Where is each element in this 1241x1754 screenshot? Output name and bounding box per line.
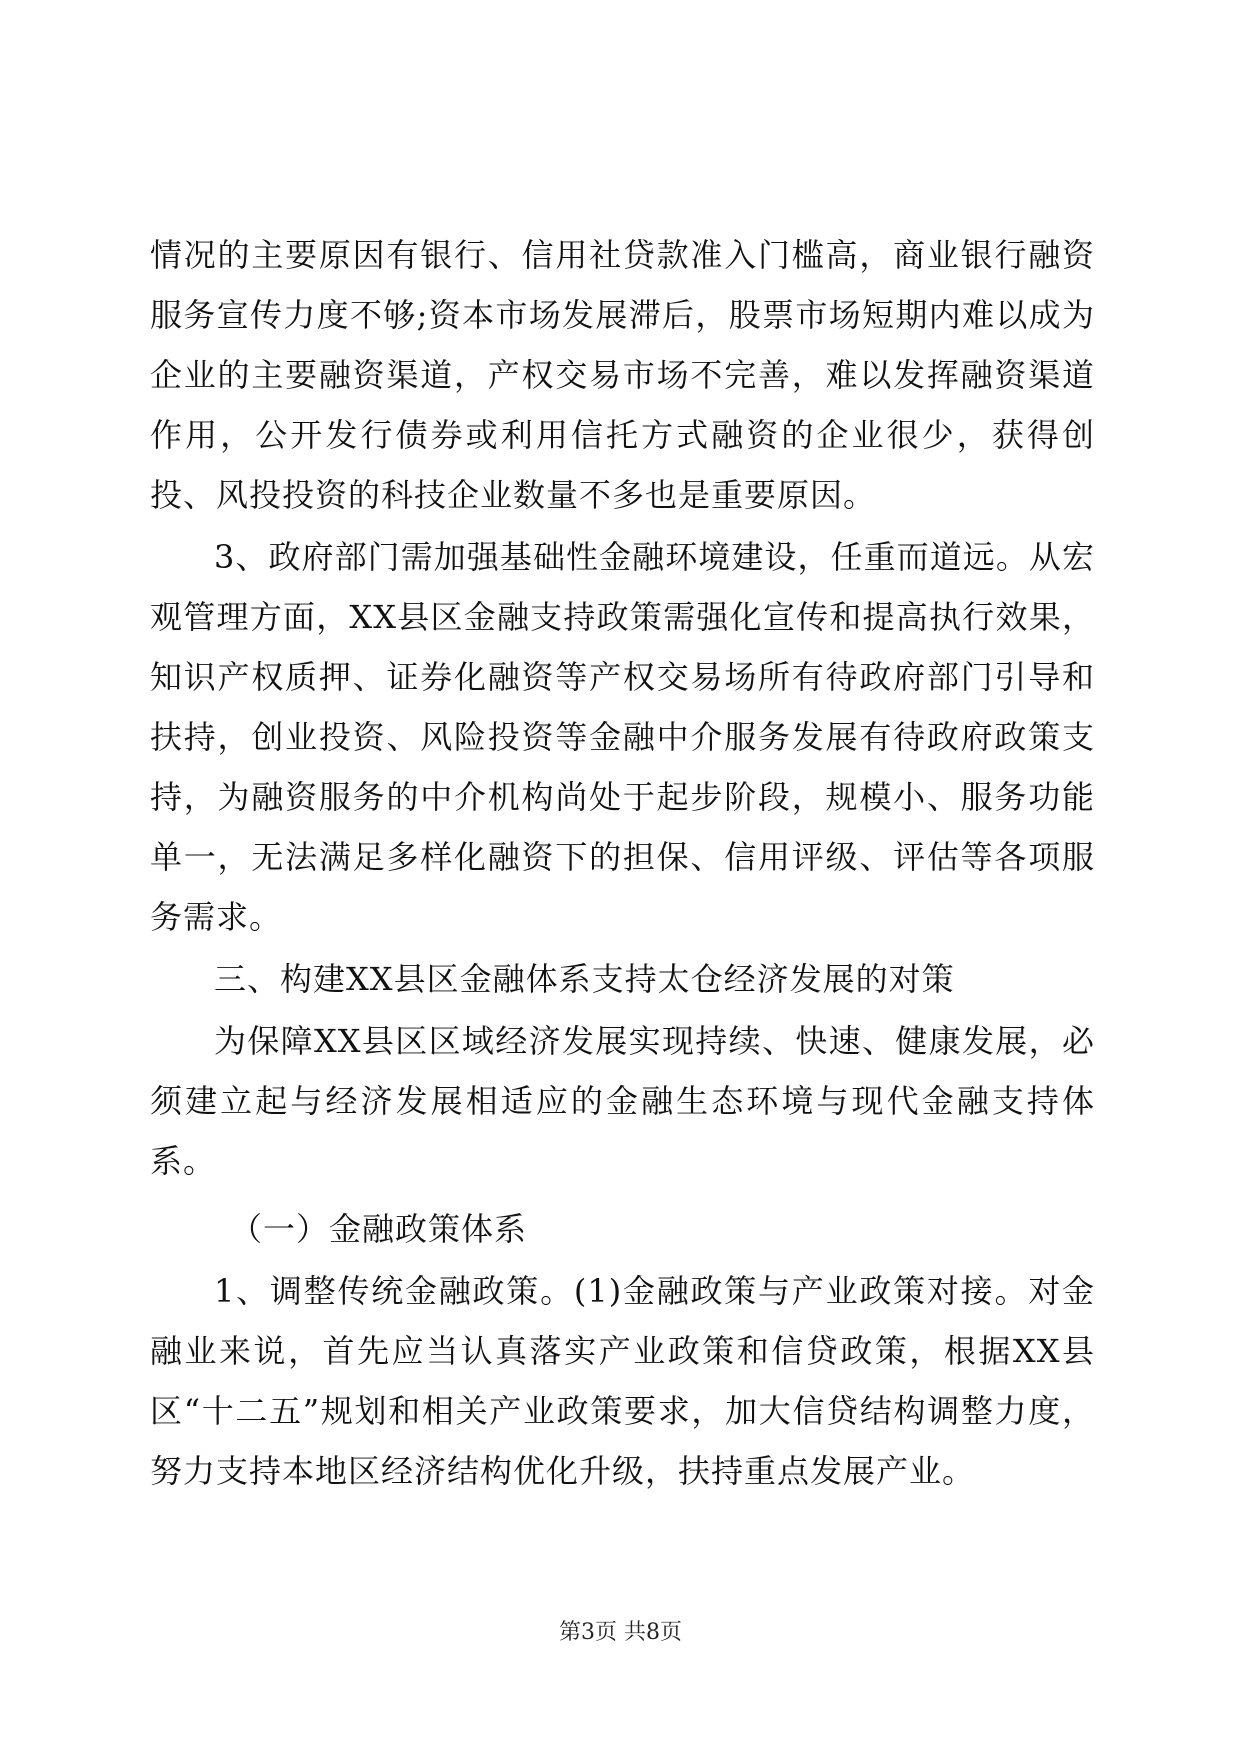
document-body: [150, 225, 1095, 1503]
subsection-heading-1: （一）金融政策体系: [230, 1210, 528, 1248]
page-number-footer: 第3页 共8页: [559, 1620, 682, 1645]
paragraph-point-3: 3、政府部门需加强基础性金融环境建设，任重而道远。从宏观管理方面，XX县区金融支持政策需强化宣传和提高执行效果，知识产权质押、证券化融资等产权交易场所有待政府部门引导和扶持，创业投资、风险投资等金融中介服务发展有待政府政策支持，为融资服务的中介机构尚处于起步阶段，规模小、服务功能单一，无法满足多样化融资下的担保、信用评级、评估等各项服务需求。: [150, 538, 1095, 936]
paragraph-continued: 情况的主要原因有银行、信用社贷款准入门槛高，商业银行融资服务宣传力度不够;资本市场发展滞后，股票市场短期内难以成为企业的主要融资渠道，产权交易市场不完善，难以发挥融资渠道作用，公开发行债券或利用信托方式融资的企业很少，获得创投、风投投资的科技企业数量不多也是重要原因。: [150, 236, 1095, 514]
paragraph-point-1: 1、调整传统金融政策。(1)金融政策与产业政策对接。对金融业来说，首先应当认真落实产业政策和信贷政策，根据XX县区“十二五”规划和相关产业政策要求，加大信贷结构调整力度，努力支持本地区经济结构优化升级，扶持重点发展产业。: [150, 1272, 1095, 1490]
section-heading-3: 三、构建XX县区金融体系支持太仓经济发展的对策: [214, 960, 955, 998]
paragraph-intro: 为保障XX县区区域经济发展实现持续、快速、健康发展，必须建立起与经济发展相适应的金融生态环境与现代金融支持体系。: [150, 1022, 1095, 1180]
